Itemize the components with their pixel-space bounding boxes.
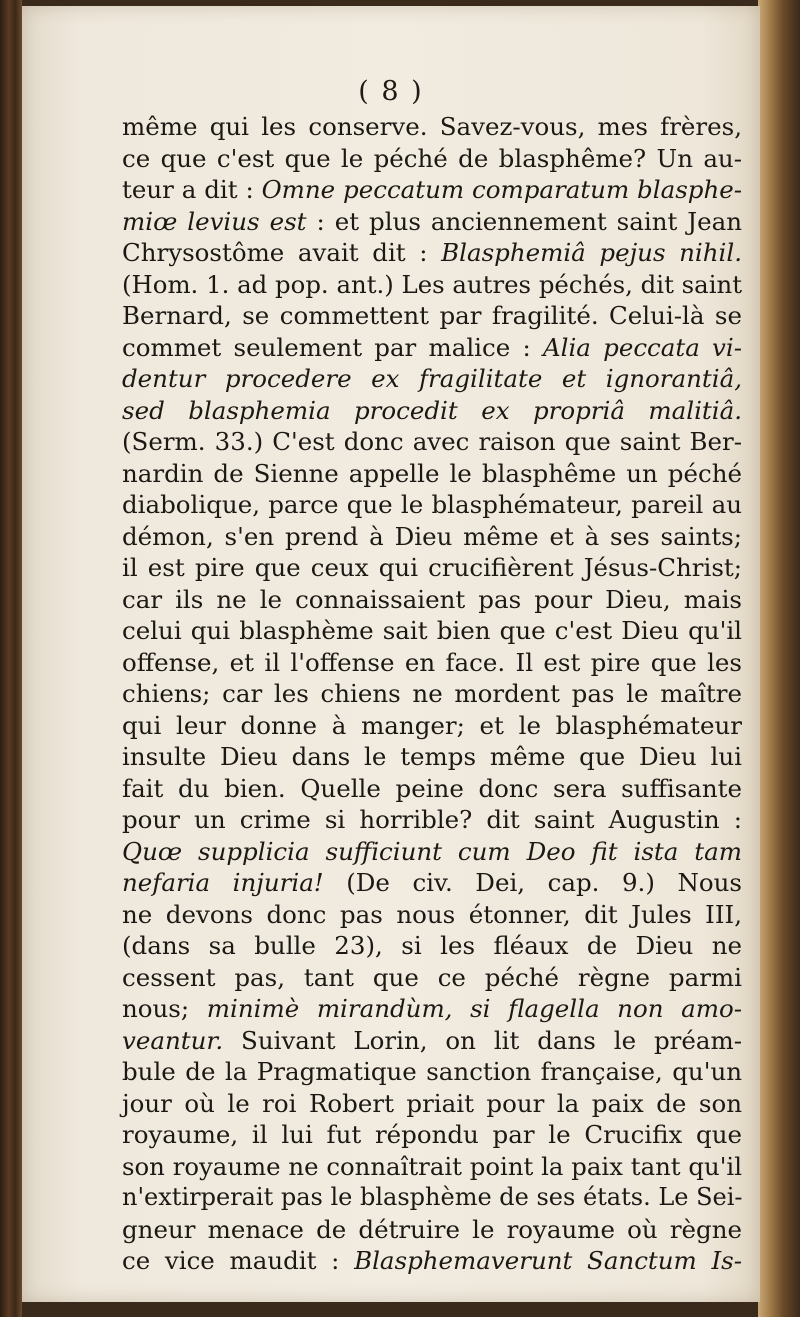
text-line bbox=[122, 458, 742, 490]
text-segment: chiens; car les chiens ne mordent pas le maître bbox=[122, 679, 742, 708]
text-line bbox=[122, 1025, 742, 1057]
text-line bbox=[122, 1214, 742, 1246]
text-segment: car ils ne le connaissaient pas pour Dieu, mais bbox=[122, 584, 742, 614]
text-line bbox=[122, 899, 742, 931]
text-segment: offense, et il l'offense en face. Il est pire que les bbox=[122, 647, 742, 677]
text-segment: bule de la Pragmatique sanction française, qu'un bbox=[122, 1057, 742, 1086]
text-segment: pour un crime si horrible? dit saint Augustin : bbox=[122, 805, 742, 834]
text-line bbox=[122, 426, 742, 458]
text-line bbox=[122, 584, 742, 616]
text-line bbox=[122, 930, 742, 962]
text-line bbox=[122, 395, 742, 427]
italic-latin-text: Quœ supplicia sufficiunt cum Deo fit ista tam bbox=[122, 836, 742, 866]
text-segment: même qui les conserve. Savez-vous, mes frères, bbox=[122, 112, 742, 141]
text-segment: jour où le roi Robert priait pour la paix de son bbox=[122, 1088, 742, 1118]
text-segment: qui leur donne à manger; et le blasphémateur bbox=[122, 710, 742, 740]
text-segment: nous; bbox=[122, 994, 207, 1023]
text-line bbox=[122, 552, 742, 584]
text-segment: insulte Dieu dans le temps même que Dieu lui bbox=[122, 742, 742, 771]
text-line bbox=[122, 300, 742, 332]
text-line bbox=[122, 615, 742, 647]
text-segment: diabolique, parce que le blasphémateur, pareil au bbox=[122, 490, 742, 519]
text-line bbox=[122, 332, 742, 364]
text-segment: n'extirperait pas le blasphème de ses états. Le Sei- bbox=[122, 1183, 743, 1211]
text-segment: fait du bien. Quelle peine donc sera suffisante bbox=[122, 773, 742, 803]
text-line bbox=[122, 741, 742, 773]
text-line bbox=[122, 804, 742, 836]
italic-latin-text: Alia peccata vi- bbox=[542, 332, 742, 362]
text-segment: (De civ. Dei, cap. 9.) Nous bbox=[323, 868, 742, 897]
text-segment: commet seulement par malice : bbox=[122, 332, 543, 362]
text-segment: cessent pas, tant que ce péché règne parmi bbox=[122, 962, 742, 992]
page-edges bbox=[758, 0, 800, 1317]
text-line bbox=[122, 111, 742, 143]
text-line bbox=[122, 237, 742, 269]
italic-latin-text: Blasphemiâ pejus nihil. bbox=[441, 238, 742, 267]
text-segment: : et plus anciennement saint Jean bbox=[306, 206, 742, 236]
text-line bbox=[122, 363, 742, 395]
text-line bbox=[122, 1056, 742, 1088]
text-line bbox=[122, 1182, 742, 1214]
text-segment: nardin de Sienne appelle le blasphême un péché bbox=[122, 458, 742, 488]
text-segment: il est pire que ceux qui crucifièrent Jésus-Christ; bbox=[122, 553, 742, 582]
text-line bbox=[122, 678, 742, 710]
text-line bbox=[122, 993, 742, 1025]
text-segment: (dans sa bulle 23), si les fléaux de Dieu ne bbox=[122, 931, 742, 960]
book-spine bbox=[0, 0, 22, 1317]
text-line bbox=[122, 867, 742, 899]
text-line bbox=[122, 1245, 742, 1277]
text-segment: teur a dit : bbox=[122, 175, 262, 204]
text-segment: (Hom. 1. ad pop. ant.) Les autres péchés, dit saint bbox=[122, 269, 742, 299]
text-segment: (Serm. 33.) C'est donc avec raison que saint Ber- bbox=[122, 427, 742, 456]
italic-latin-text: Omne peccatum comparatum blasphe- bbox=[261, 175, 743, 204]
italic-latin-text: minimè mirandùm, si flagella non amo- bbox=[206, 994, 742, 1023]
italic-latin-text: nefaria injuria! bbox=[122, 868, 324, 897]
text-line bbox=[122, 489, 742, 521]
text-line bbox=[122, 710, 742, 742]
text-line bbox=[122, 647, 742, 679]
text-segment: ne devons donc pas nous étonner, dit Jules III, bbox=[122, 899, 742, 929]
italic-latin-text: sed blasphemia procedit ex propriâ malitiâ. bbox=[122, 395, 742, 425]
text-segment: celui qui blasphème sait bien que c'est Dieu qu'il bbox=[122, 616, 742, 645]
text-segment: ce vice maudit : bbox=[122, 1246, 355, 1275]
text-line bbox=[122, 1088, 742, 1120]
italic-latin-text: miœ levius est bbox=[122, 206, 307, 236]
italic-latin-text: dentur procedere ex fragilitate et ignorantiâ, bbox=[122, 364, 742, 393]
text-segment: royaume, il lui fut répondu par le Crucifix que bbox=[122, 1120, 742, 1149]
text-line bbox=[122, 521, 742, 553]
text-segment: son royaume ne connaîtrait point la paix tant qu'il bbox=[122, 1151, 742, 1181]
text-line bbox=[122, 206, 742, 238]
page-number: ( 8 ) bbox=[358, 76, 424, 107]
italic-latin-text: veantur. bbox=[122, 1025, 224, 1055]
text-line bbox=[122, 773, 742, 805]
text-line bbox=[122, 174, 742, 206]
text-line bbox=[122, 836, 742, 868]
text-segment: Chrysostôme avait dit : bbox=[122, 238, 442, 267]
text-line bbox=[122, 143, 742, 175]
text-segment: démon, s'en prend à Dieu même et à ses saints; bbox=[122, 521, 742, 551]
text-segment: gneur menace de détruire le royaume où règne bbox=[122, 1214, 742, 1244]
text-line bbox=[122, 962, 742, 994]
text-line bbox=[122, 269, 742, 301]
italic-latin-text: Blasphemaverunt Sanctum Is- bbox=[354, 1246, 742, 1275]
body-text bbox=[122, 111, 742, 1277]
text-segment: ce que c'est que le péché de blasphême? Un au- bbox=[122, 143, 742, 173]
text-segment: Suivant Lorin, on lit dans le préam- bbox=[223, 1025, 742, 1055]
text-line bbox=[122, 1151, 742, 1183]
text-line bbox=[122, 1119, 742, 1151]
text-segment: Bernard, se commettent par fragilité. Celui-là se bbox=[122, 301, 742, 330]
